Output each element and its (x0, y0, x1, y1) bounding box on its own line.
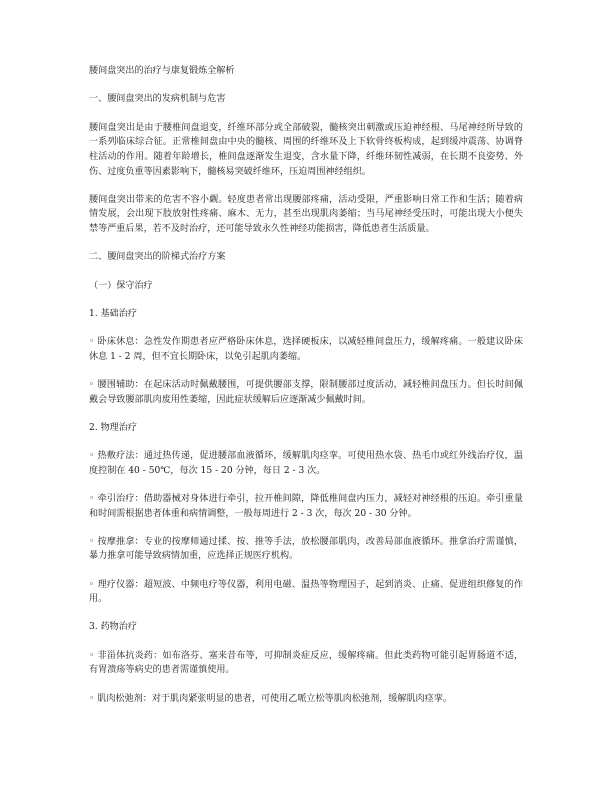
section-1-paragraph-2: 腰间盘突出带来的危害不容小觑。轻度患者常出现腰部疼痛，活动受限，严重影响日常工作和生活；随着病情发展，会出现下肢放射性疼痛、麻木、无力，甚至出现肌肉萎缩；当马尾神经受压时，可能出现大小便失禁等严重后果，若不及时治疗，还可能导致永久性神经功能损害，降低患者生活质量。 (89, 194, 523, 234)
bullet-physio-devices: ◦ 理疗仪器：超短波、中频电疗等仪器，利用电磁、温热等物理因子，起到消炎、止痛、促进组织修复的作用。 (89, 579, 523, 605)
bullet-traction: ◦ 牵引治疗：借助器械对身体进行牵引，拉开椎间隙，降低椎间盘内压力，减轻对神经根的压迫。牵引重量和时间需根据患者体重和病情调整，一般每周进行 2 - 3 次，每次 20 - 30 分钟。 (89, 494, 523, 519)
bullet-lumbar-support: ◦ 腰围辅助：在起床活动时佩戴腰围，可提供腰部支撑，限制腰部过度活动，减轻椎间盘压力。但长时间佩戴会导致腰部肌肉废用性萎缩，因此症状缓解后应逐渐减少佩戴时间。 (89, 380, 523, 405)
section-1-paragraph-1: 腰间盘突出是由于腰椎间盘退变，纤维环部分或全部破裂，髓核突出刺激或压迫神经根、马尾神经所导致的一系列临床综合征。正常椎间盘由中央的髓核、周围的纤维环及上下软骨终板构成，起到缓冲震荡、协调脊柱活动的作用。随着年龄增长，椎间盘逐渐发生退变，含水量下降，纤维环韧性减弱，在长期不良姿势、外伤、过度负重等因素影响下，髓核易突破纤维环，压迫周围神经组织。 (89, 122, 523, 177)
document-page (89, 64, 523, 720)
bullet-muscle-relaxants: ◦ 肌肉松弛剂：对于肌肉紧张明显的患者，可使用乙哌立松等肌肉松弛剂，缓解肌肉痉挛。 (89, 693, 452, 704)
bullet-bed-rest: ◦ 卧床休息：急性发作期患者应严格卧床休息，选择硬板床，以减轻椎间盘压力，缓解疼痛。一般建议卧床休息 1 - 2 周，但不宜长期卧床，以免引起肌肉萎缩。 (89, 337, 523, 362)
basic-treatment-heading: 1. 基础治疗 (89, 308, 137, 319)
section-2-heading: 二、腰间盘突出的阶梯式治疗方案 (89, 252, 226, 263)
section-1-heading: 一、腰间盘突出的发病机制与危害 (89, 94, 226, 105)
physical-therapy-heading: 2. 物理治疗 (89, 422, 137, 433)
bullet-heat-therapy: ◦ 热敷疗法：通过热传递，促进腰部血液循环，缓解肌肉痉挛。可使用热水袋、热毛巾或红外线治疗仪，温度控制在 40 - 50℃，每次 15 - 20 分钟，每日 2 - 3 次。 (89, 451, 523, 476)
document-title: 腰间盘突出的治疗与康复锻炼全解析 (89, 66, 235, 76)
bullet-massage: ◦ 按摩推拿：专业的按摩师通过揉、按、推等手法，放松腰部肌肉，改善局部血液循环。推拿治疗需谨慎，暴力推拿可能导致病情加重，应选择正规医疗机构。 (89, 536, 523, 562)
subsection-conservative-heading: （一）保守治疗 (89, 280, 153, 291)
bullet-nsaids: ◦ 非甾体抗炎药：如布洛芬、塞来昔布等，可抑制炎症反应，缓解疼痛。但此类药物可能引起胃肠道不适，有胃溃疡等病史的患者需谨慎使用。 (89, 650, 523, 676)
drug-therapy-heading: 3. 药物治疗 (89, 622, 137, 633)
